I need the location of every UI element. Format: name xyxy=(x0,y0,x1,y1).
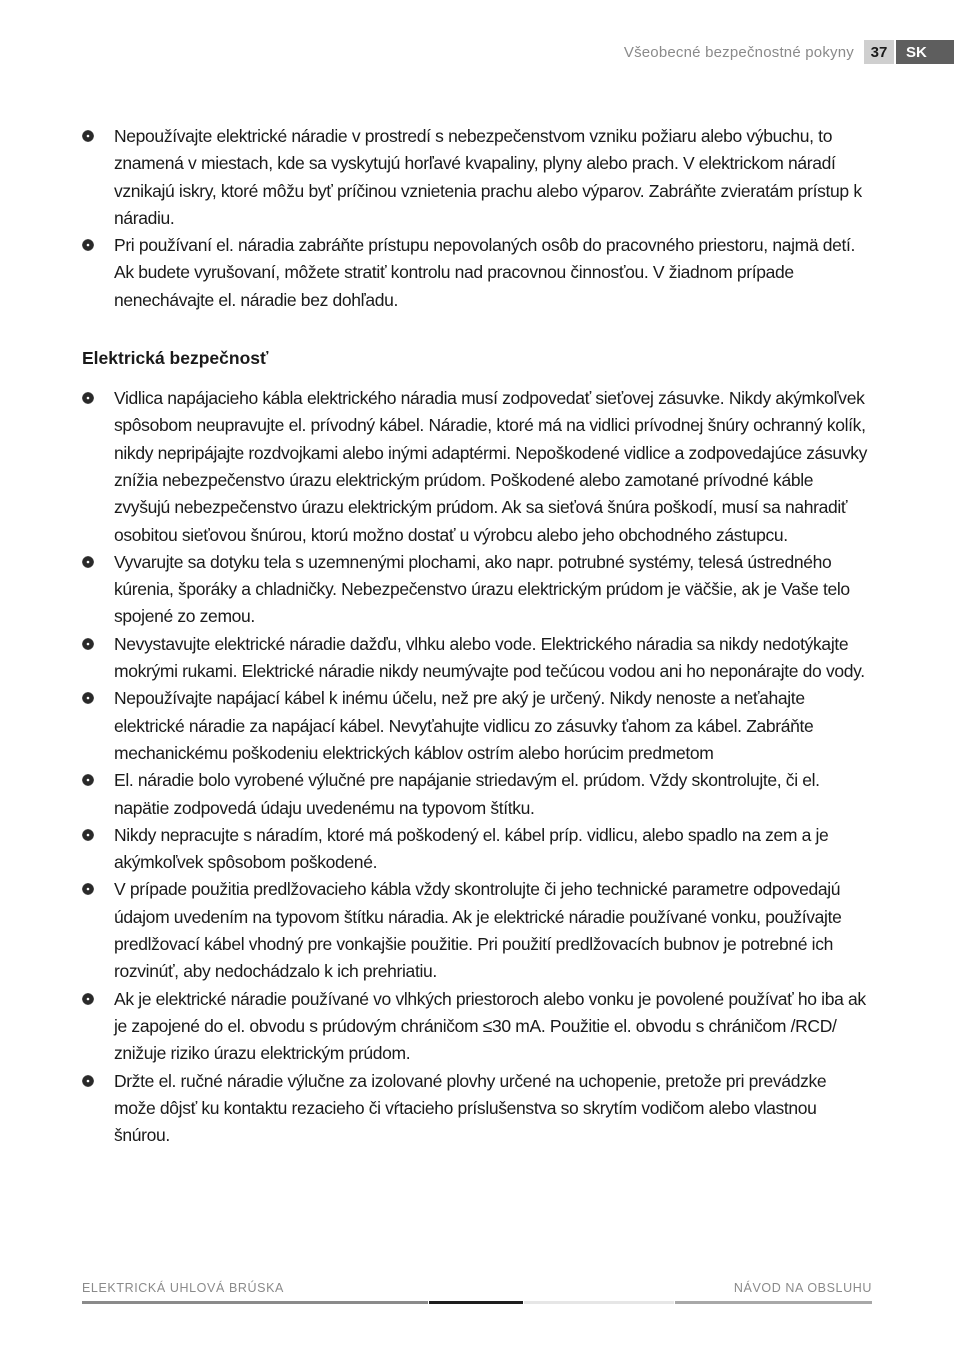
gear-bullet-icon xyxy=(82,883,94,895)
footer-bar-segment xyxy=(675,1301,872,1304)
bullet-list-general xyxy=(82,123,868,314)
footer-product-name: ELEKTRICKÁ UHLOVÁ BRÚSKA xyxy=(82,1281,284,1295)
gear-bullet-icon xyxy=(82,1075,94,1087)
gear-bullet-icon xyxy=(82,556,94,568)
bullet-text: Nikdy nepracujte s náradím, ktoré má poškodený el. kábel príp. vidlicu, alebo spadlo na zem a je akýmkoľvek spôsobom poškodené. xyxy=(114,824,829,873)
bullet-text: Nepoužívajte elektrické náradie v prostredí s nebezpečenstvom vzniku požiaru alebo výbuchu, to znamená v miestach, kde sa vyskytujú horľavé kvapaliny, plyny alebo prach. V elektrickom náradí vznikajú iskry, ktoré môžu byť príčinou vznietenia prachu alebo výparov. Zabráňte zvieratám prístup k náradiu. xyxy=(114,126,862,228)
bullet-text: Ak je elektrické náradie používané vo vlhkých priestoroch alebo vonku je povolené používať ho iba ak je zapojené do el. obvodu s prúdovým chráničom ≤30 mA. Použitie el. obvodu s chráničom /RCD/ znižuje riziko úrazu elektrickým prúdom. xyxy=(114,988,866,1064)
main-content xyxy=(82,123,868,1149)
footer-bar-segment xyxy=(82,1301,428,1304)
bullet-text: Nepoužívajte napájací kábel k inému účelu, než pre aký je určený. Nikdy nenoste a neťahajte elektrické náradie za napájací kábel. Nevyťahujte vidlicu zo zásuvky ťahom za kábel. Zabráňte mechanickému poškodeniu elektrických káblov ostrím alebo horúcim predmetom xyxy=(114,688,814,763)
bullet-item xyxy=(82,685,868,767)
bullet-text: Vidlica napájacieho kábla elektrického náradia musí zodpovedať sieťovej zásuvke. Nikdy akýmkoľvek spôsobom neupravujte el. prívodný kábel. Náradie, ktoré má na vidlici prívodnej šnúry ochranný kolík, nikdy nepripájajte rozdvojkami alebo inými adaptérmi. Nepoškodené vidlice a zodpovedajúce zásuvky znížia nebezpečenstvo úrazu elektrickým prúdom. Poškodené alebo zamotané prívodné káble zvyšujú nebezpečenstvo úrazu elektrickým prúdom. Ak sa sieťová šnúra poškodí, musí sa nahradiť osobitou sieťovou šnúrou, ktorú možno dostať u výrobcu alebo jeho obchodného zástupcu. xyxy=(114,388,868,545)
footer-bar-segment xyxy=(524,1301,674,1304)
bullet-text: Držte el. ručné náradie výlučne za izolované plovhy určené na uchopenie, pretože pri prevádzke može dôjsť ku kontaktu rezacieho či vŕtacieho príslušenstva so skrytím vodičom alebo vlastnou šnúrou. xyxy=(114,1070,827,1146)
bullet-text: El. náradie bolo vyrobené výlučné pre napájanie striedavým el. prúdom. Vždy skontrolujte, či el. napätie zodpovedá údaju uvedenému na typovom štítku. xyxy=(114,770,820,818)
footer-bar-segment xyxy=(429,1301,523,1304)
bullet-item xyxy=(82,232,868,314)
bullet-item xyxy=(82,1068,868,1150)
bullet-item xyxy=(82,631,868,686)
gear-bullet-icon xyxy=(82,692,94,704)
bullet-item xyxy=(82,876,868,985)
bullet-item xyxy=(82,123,868,232)
bullet-item xyxy=(82,767,868,822)
language-badge: SK xyxy=(896,40,954,64)
gear-bullet-icon xyxy=(82,993,94,1005)
bullet-text: Pri používaní el. náradia zabráňte prístupu nepovolaných osôb do pracovného priestoru, najmä detí. Ak budete vyrušovaní, môžete stratiť kontrolu nad pracovnou činnosťou. V žiadnom prípade nenechávajte el. náradie bez dohľadu. xyxy=(114,235,856,310)
bullet-item xyxy=(82,822,868,877)
gear-bullet-icon xyxy=(82,130,94,142)
gear-bullet-icon xyxy=(82,392,94,404)
bullet-list-electrical xyxy=(82,385,868,1149)
gear-bullet-icon xyxy=(82,239,94,251)
gear-bullet-icon xyxy=(82,774,94,786)
gear-bullet-icon xyxy=(82,829,94,841)
bullet-item xyxy=(82,385,868,549)
bullet-item xyxy=(82,549,868,631)
footer-manual-label: NÁVOD NA OBSLUHU xyxy=(733,1281,872,1295)
page-header xyxy=(624,40,954,64)
bullet-text: Nevystavujte elektrické náradie dažďu, vlhku alebo vode. Elektrického náradia sa nikdy nedotýkajte mokrými rukami. Elektrické náradie nikdy neumývajte pod tečúcou vodou ani ho neponárajte do vody. xyxy=(114,633,865,682)
page-number-badge: 37 xyxy=(864,40,894,64)
bullet-item xyxy=(82,986,868,1068)
header-title: Všeobecné bezpečnostné pokyny xyxy=(623,43,854,61)
bullet-text: V prípade použitia predlžovacieho kábla vždy skontrolujte či jeho technické parametre odpovedajú údajom uvedením na typovom štítku náradia. Ak je elektrické náradie používané vonku, používajte predlžovací kábel vhodný pre vonkajšie použitie. Pri použití predlžovacích bubnov je potrebné ich rozvinúť, aby nedochádzalo k ich prehriatiu. xyxy=(114,879,842,982)
gear-bullet-icon xyxy=(82,638,94,650)
section-heading: Elektrická bezpečnosť xyxy=(82,348,269,369)
bullet-text: Vyvarujte sa dotyku tela s uzemnenými plochami, ako napr. potrubné systémy, telesá ústredného kúrenia, šporáky a chladničky. Nebezpečenstvo úrazu elektrickým prúdom je väčšie, ak je Vaše telo spojené zo zemou. xyxy=(114,551,850,627)
